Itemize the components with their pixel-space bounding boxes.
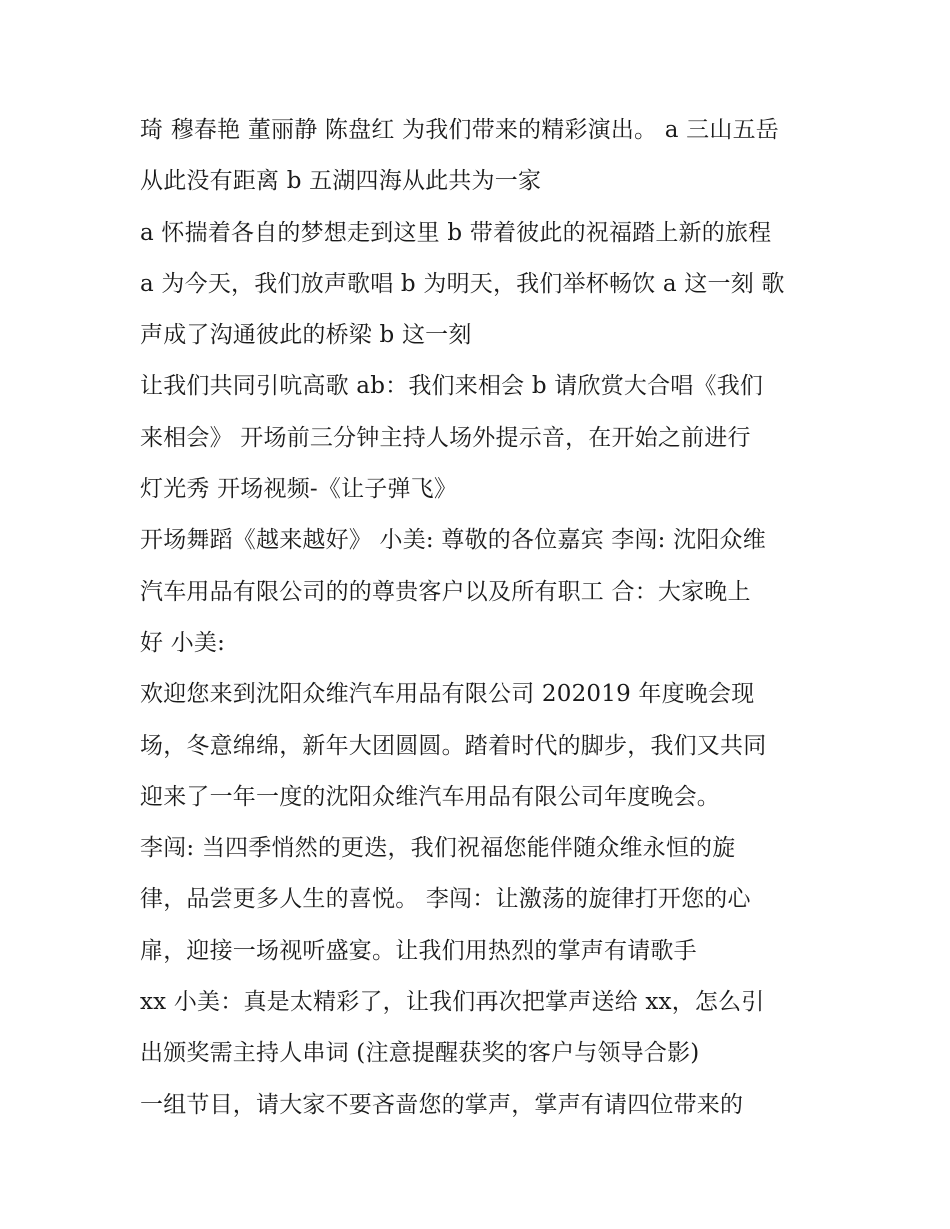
text-line: 场，冬意绵绵，新年大团圆圆。踏着时代的脚步，我们又共同 [140, 732, 767, 759]
text-line: 灯光秀 开场视频-《让子弹飞》 [140, 476, 458, 503]
text-line: 来相会》 开场前三分钟主持人场外提示音，在开始之前进行 [140, 424, 751, 451]
text-line: 李闯: 当四季悄然的更迭，我们祝福您能伴随众维永恒的旋 [140, 835, 736, 862]
text-line: xx 小美：真是太精彩了，让我们再次把掌声送给 xx，怎么引 [140, 989, 765, 1016]
text-line: a 为今天，我们放声歌唱 b 为明天，我们举杯畅饮 a 这一刻 歌 [140, 270, 785, 297]
document-text-body [140, 107, 830, 1133]
text-line: 琦 穆春艳 董丽静 陈盘红 为我们带来的精彩演出。 a 三山五岳 [140, 117, 779, 143]
text-line: 律，品尝更多人生的喜悦。 李闯：让激荡的旋律打开您的心 [140, 886, 751, 913]
text-line: 开场舞蹈《越来越好》 小美: 尊敬的各位嘉宾 李闯: 沈阳众维 [140, 527, 766, 554]
text-line: a 怀揣着各自的梦想走到这里 b 带着彼此的祝福踏上新的旅程 [140, 219, 772, 246]
text-line: 从此没有距离 b 五湖四海从此共为一家 [140, 168, 542, 195]
text-line: 汽车用品有限公司的的尊贵客户以及所有职工 合：大家晚上 [140, 578, 751, 605]
text-line: 扉，迎接一场视听盛宴。让我们用热烈的掌声有请歌手 [140, 937, 697, 964]
text-line: 迎来了一年一度的沈阳众维汽车用品有限公司年度晚会。 [140, 783, 720, 810]
text-line: 好 小美: [140, 629, 226, 656]
text-line: 出颁奖需主持人串词 (注意提醒获奖的客户与领导合影) [140, 1040, 700, 1067]
text-line: 声成了沟通彼此的桥梁 b 这一刻 [140, 322, 472, 349]
text-line: 欢迎您来到沈阳众维汽车用品有限公司 202019 年度晚会现 [140, 681, 755, 708]
text-line: 一组节目，请大家不要吝啬您的掌声，掌声有请四位带来的 [140, 1091, 744, 1118]
text-line: 让我们共同引吭高歌 ab：我们来相会 b 请欣赏大合唱《我们 [140, 373, 764, 400]
